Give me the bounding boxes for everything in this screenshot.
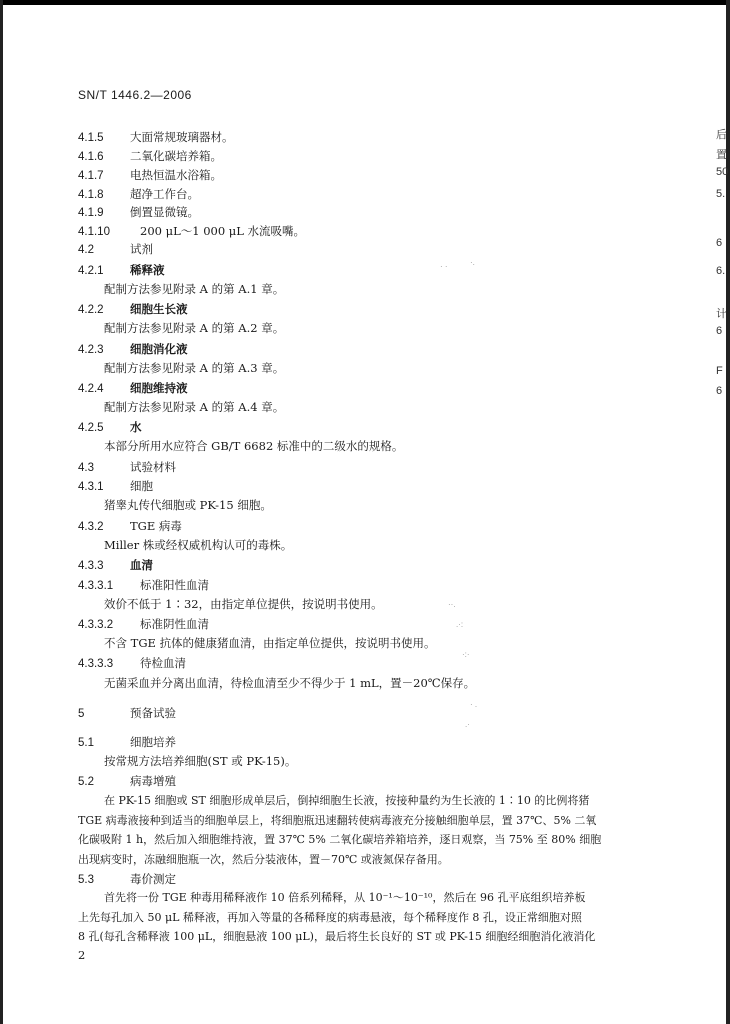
section-heading: [78, 302, 188, 317]
body-text: 本部分所用水应符合 GB/T 6682 标准中的二级水的规格。: [104, 439, 404, 453]
paragraph-line: 在 PK-15 细胞或 ST 细胞形成单层后，倒掉细胞生长液，按接种量约为生长液的 1∶10 的比例将猪: [104, 794, 590, 807]
section-title: 标准阳性血清: [140, 578, 209, 592]
section-number: 4.3.3.2: [78, 619, 114, 631]
paragraph-line: TGE 病毒液接种到适当的细胞单层上，将细胞瓶迅速翻转使病毒液充分接触细胞单层，置 37℃、5% 二氧: [78, 813, 597, 827]
section-heading: [78, 774, 176, 789]
section-number: 4.3.3: [78, 560, 104, 572]
section-title: 细胞培养: [130, 735, 176, 749]
body-text: 效价不低于 1∶32，由指定单位提供，按说明书使用。: [104, 597, 383, 611]
scan-border-top: [0, 0, 730, 5]
section-title: 病毒增殖: [130, 774, 176, 788]
scan-speck: ·:·: [462, 650, 470, 659]
standard-number-header: SN/T 1446.2—2006: [78, 88, 192, 102]
section-number: 4.1.10: [78, 226, 110, 238]
section-heading: [78, 420, 142, 435]
section-number: 4.3.3.1: [78, 580, 114, 592]
section-heading: [78, 263, 165, 278]
section-number: 4.1.6: [78, 151, 104, 163]
adjacent-page-fragment: 6.: [716, 265, 726, 277]
section-number: 5: [78, 708, 85, 720]
section-number: 5.2: [78, 776, 94, 788]
section-number: 4.2.5: [78, 422, 104, 434]
adjacent-page-fragment: F: [716, 365, 723, 377]
section-heading: [78, 558, 153, 573]
section-title: 细胞消化液: [130, 342, 188, 356]
section-heading: [78, 149, 222, 164]
adjacent-page-fragment: 5.: [716, 188, 726, 200]
scan-speck: · ·: [440, 262, 448, 271]
section-number: 4.3.2: [78, 521, 104, 533]
body-text: Miller 株或经权威机构认可的毒株。: [104, 538, 293, 552]
section-title: 电热恒温水浴箱。: [130, 168, 222, 182]
body-text: 无菌采血并分离出血清，待检血清至少不得少于 1 mL，置－20℃保存。: [104, 676, 476, 690]
section-heading: [78, 656, 186, 671]
scan-speck: ··.: [448, 600, 456, 609]
section-number: 4.3.1: [78, 481, 104, 493]
section-heading: [78, 224, 305, 239]
body-text: 配制方法参见附录 A 的第 A.4 章。: [104, 400, 285, 414]
scan-speck: ·.: [470, 258, 475, 267]
section-title: 细胞维持液: [130, 381, 188, 395]
section-number: 5.1: [78, 737, 94, 749]
paragraph-line: 化碳吸附 1 h，然后加入细胞维持液，置 37℃ 5% 二氧化碳培养箱培养，逐日观察，当 75% 至 80% 细胞: [78, 833, 602, 846]
section-number: 4.3.3.3: [78, 658, 114, 670]
adjacent-page-fragment: 6: [716, 325, 723, 337]
section-title: TGE 病毒: [130, 519, 182, 533]
adjacent-page-fragment: 计: [716, 308, 727, 320]
section-number: 4.2.3: [78, 344, 104, 356]
section-title: 倒置显微镜。: [130, 205, 199, 219]
section-number: 5.3: [78, 874, 94, 886]
section-title: 试验材料: [130, 460, 176, 474]
section-heading: [78, 578, 209, 593]
section-title: 200 μL～1 000 μL 水流吸嘴。: [140, 224, 306, 238]
section-number: 4.3: [78, 462, 94, 474]
section-heading: [78, 519, 182, 534]
section-title: 水: [130, 420, 142, 434]
section-title: 试剂: [130, 242, 153, 256]
body-text: 配制方法参见附录 A 的第 A.1 章。: [104, 282, 285, 296]
section-number: 4.2: [78, 244, 94, 256]
section-number: 4.1.8: [78, 189, 104, 201]
section-heading: [78, 479, 153, 494]
section-heading: [78, 205, 199, 220]
section-heading: [78, 460, 176, 475]
section-title: 细胞生长液: [130, 302, 188, 316]
section-title: 血清: [130, 558, 153, 572]
section-heading: [78, 872, 176, 887]
section-number: 4.1.5: [78, 132, 104, 144]
section-title: 稀释液: [130, 263, 165, 277]
section-heading: [78, 381, 188, 396]
body-text: 按常规方法培养细胞(ST 或 PK-15)。: [104, 754, 297, 768]
section-heading: [78, 242, 153, 257]
section-title: 大面常规玻璃器材。: [130, 130, 234, 144]
section-heading: [78, 706, 176, 721]
section-number: 4.1.7: [78, 170, 104, 182]
scan-speck: .·:: [456, 620, 464, 629]
section-heading: [78, 187, 199, 202]
section-title: 待检血清: [140, 656, 186, 670]
section-title: 二氧化碳培养箱。: [130, 149, 222, 163]
body-text: 不含 TGE 抗体的健康猪血清，由指定单位提供，按说明书使用。: [104, 636, 436, 650]
section-heading: [78, 342, 188, 357]
paragraph-line: 出现病变时，冻融细胞瓶一次，然后分装液体，置－70℃ 或液氮保存备用。: [78, 852, 449, 866]
paragraph-line: 8 孔(每孔含稀释液 100 μL，细胞悬液 100 μL)，最后将生长良好的 ST 或 PK-15 细胞经细胞消化液消化: [78, 930, 596, 943]
section-number: 4.1.9: [78, 207, 104, 219]
section-heading: [78, 617, 209, 632]
paragraph-line: 首先将一份 TGE 种毒用稀释液作 10 倍系列稀释，从 10⁻¹～10⁻¹⁰，然后在 96 孔平底组织培养板: [104, 891, 586, 904]
adjacent-page-fragment: 6: [716, 237, 723, 249]
section-title: 预备试验: [130, 706, 176, 720]
section-number: 4.2.1: [78, 265, 104, 277]
section-title: 毒价测定: [130, 872, 176, 886]
section-title: 细胞: [130, 479, 153, 493]
section-number: 4.2.4: [78, 383, 104, 395]
body-text: 猪睾丸传代细胞或 PK-15 细胞。: [104, 498, 272, 512]
section-heading: [78, 735, 176, 750]
paragraph-line: 上先每孔加入 50 μL 稀释液，再加入等量的各稀释度的病毒悬液，每个稀释度作 8 孔，设正常细胞对照: [78, 910, 582, 924]
adjacent-page-fragment: 6: [716, 385, 723, 397]
body-text: 配制方法参见附录 A 的第 A.2 章。: [104, 321, 285, 335]
page-number-fragment: 2: [78, 948, 86, 962]
section-heading: [78, 168, 222, 183]
scan-speck: .·: [465, 720, 470, 729]
adjacent-page-fragment: 50: [716, 166, 729, 178]
section-title: 超净工作台。: [130, 187, 199, 201]
scan-speck: · .: [470, 700, 478, 709]
section-number: 4.2.2: [78, 304, 104, 316]
section-title: 标准阴性血清: [140, 617, 209, 631]
adjacent-page-fragment: 后: [716, 129, 727, 141]
body-text: 配制方法参见附录 A 的第 A.3 章。: [104, 361, 285, 375]
adjacent-page-fragment: 置: [716, 149, 727, 161]
scan-border-left: [0, 0, 3, 1024]
section-heading: [78, 130, 234, 145]
